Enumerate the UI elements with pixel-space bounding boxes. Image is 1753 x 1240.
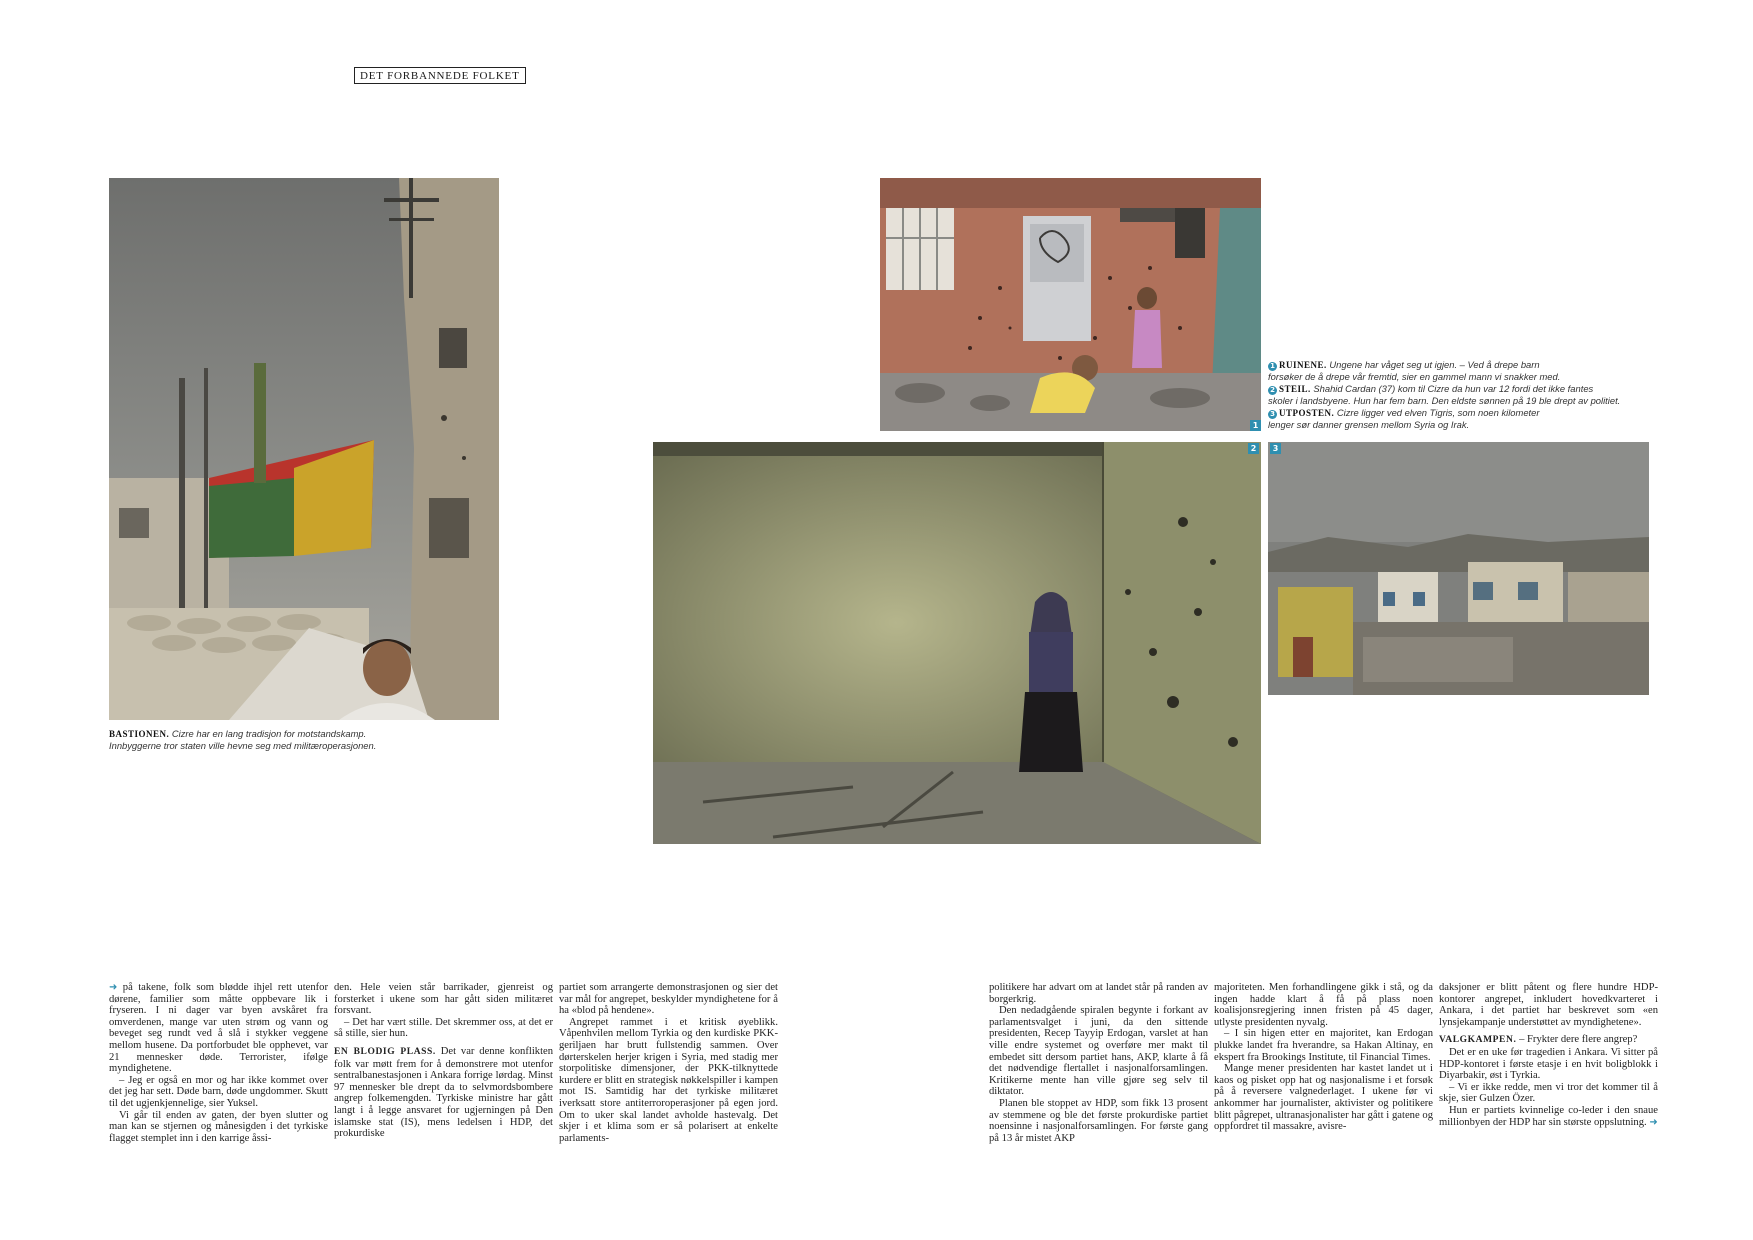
column-4-paragraph-1: politikere har advart om at landet står på randen av borgerkrig.	[989, 982, 1208, 1005]
caption-steil-head: STEIL.	[1279, 384, 1311, 394]
caption-number-3: 3	[1268, 410, 1277, 419]
article-column-4	[989, 982, 1208, 1144]
caption-bastionen-line1: Cizre har en lang tradisjon for motstandskamp.	[171, 728, 367, 739]
caption-ruinene-head: RUINENE.	[1279, 360, 1327, 370]
column-5-paragraph-2: – I sin higen etter en majoritet, kan Erdogan plukke landet fra hverandre, sa Hakan Altinay, en ekspert fra Brookings Institute, til Financial Times.	[1214, 1028, 1433, 1063]
section-label: DET FORBANNEDE FOLKET	[354, 67, 526, 84]
subheading-blodig-plass: EN BLODIG PLASS.	[334, 1046, 436, 1057]
column-2-paragraph-2: – Det har vært stille. Det skremmer oss, at det er så stille, sier hun.	[334, 1016, 553, 1040]
article-column-6	[1439, 982, 1658, 1128]
continue-arrow-icon: ➜	[1649, 1116, 1658, 1128]
photo-number-2: 2	[1248, 443, 1259, 454]
caption-utposten-head: UTPOSTEN.	[1279, 408, 1335, 418]
column-6-paragraph-2: – Frykter dere flere angrep?	[1519, 1034, 1638, 1046]
column-6-paragraph-5: Hun er partiets kvinnelige co-leder i den snaue millionbyen der HDP har sin største oppslutning.	[1439, 1104, 1658, 1128]
caption-ruinene-line2: forsøker de å drepe vår fremtid, sier en gammel mann vi snakker med.	[1268, 371, 1561, 382]
article-column-2	[334, 982, 553, 1140]
caption-steil-line2: skoler i landsbyene. Hun har fem barn. Den eldste sønnen på 19 ble drept av politiet.	[1268, 395, 1621, 406]
column-6-paragraph-3: Det er en uke før tragedien i Ankara. Vi sitter på HDP-kontoret i første etasje i en hvit boligblokk i Diyarbakir, øst i Tyrkia.	[1439, 1046, 1658, 1082]
caption-bastionen-line2: Innbyggerne tror staten ville hevne seg med militæroperasjonen.	[109, 740, 377, 751]
photo-number-1: 1	[1250, 420, 1261, 431]
column-3-paragraph-1: partiet som arrangerte demonstrasjonen og sier det var mål for angrepet, beskylder myndighetene for å ha «blod på hendene».	[559, 982, 778, 1017]
column-2-paragraph-1: den. Hele veien står barrikader, gjenreist og forsterket i ukene som har gått siden militæret forsvant.	[334, 982, 553, 1017]
column-2-paragraph-3: Det var denne konflikten folk var møtt frem for å demonstrere mot utenfor sentralbanestasjonen i Ankara forrige lørdag. Minst 97 mennesker ble drept da to selvmordsbombere angrep folkemengden. Tyrkiske ministre har gått langt i å legge ansvaret for ugjerningen på Den islamske stat (IS), mens ledelsen i HDP, det prokurdiske	[334, 1045, 554, 1140]
column-3-paragraph-2: Angrepet rammet i et kritisk øyeblikk. Våpenhvilen mellom Tyrkia og den kurdiske PKK-geriljaen har brutt fullstendig sammen. Over dørterskelen herjer krigen i Syria, med stadig mer storpolitiske dimensjoner, der PKK-tilknyttede kurdere er blitt en strategisk nøkkelspiller i kampen mot IS. Samtidig har det tyrkiske militæret iverksatt store antiterroroperasjoner på egen jord. Om to uker skal landet avholde hastevalg. Det skjer i et klima som er så polarisert at enkelte parlaments-	[559, 1016, 778, 1144]
photo-bastionen	[109, 178, 499, 720]
column-4-paragraph-2: Den nedadgående spiralen begynte i forkant av parlamentsvalget i juni, da den sittende presidenten, Recep Tayyip Erdogan, varslet at han ville endre systemet og overføre mer makt til embedet sitt dersom partiet hans, AKP, klarte å få det nødvendige flertallet i nasjonalforsamlingen. Kritikerne mente han ville gjøre seg selv til diktator.	[989, 1005, 1208, 1098]
arrow-right-icon: ➜	[109, 982, 118, 993]
caption-ruinene-line1: Ungene har våget seg ut igjen. – Ved å drepe barn	[1329, 359, 1540, 370]
photo-ruinene	[880, 178, 1261, 431]
column-1-paragraph-2: – Jeg er også en mor og har ikke kommet over det jeg har sett. Døde barn, døde ungdommer. Skutt til det ugjenkjennelige, sier Yuksel.	[109, 1074, 328, 1109]
article-column-5	[1214, 982, 1433, 1133]
column-5-paragraph-1: majoriteten. Men forhandlingene gikk i stå, og da ingen hadde klart å få på plass noen koalisjonsregjering innen fristen på 45 dager, utlyste presidenten nyvalg.	[1214, 982, 1433, 1028]
caption-number-2: 2	[1268, 386, 1277, 395]
caption-bastionen	[109, 728, 509, 752]
subheading-valgkampen: VALGKAMPEN.	[1439, 1035, 1517, 1046]
photo-steil	[653, 442, 1261, 844]
photo-number-3: 3	[1270, 443, 1281, 454]
column-1-paragraph-1: på takene, folk som blødde ihjel rett utenfor dørene, familier som måtte oppbevare lik i fryseren. I ni dager var byen avskåret fra omverdenen, mange var uten strøm og vann og beveget seg rundt ved å slå i stykker veggene mellom husene. Da portforbudet ble opphevet, var 21 mennesker døde. Terrorister, ifølge myndighetene.	[109, 982, 328, 1075]
photo-utposten	[1268, 442, 1649, 695]
caption-number-1: 1	[1268, 362, 1277, 371]
caption-steil-line1: Shahid Cardan (37) kom til Cizre da hun var 12 fordi det ikke fantes	[1313, 383, 1594, 394]
column-1-paragraph-3: Vi går til enden av gaten, der byen slutter og man kan se stjernen og månesigden i det tyrkiske flagget stemplet inn i den karrige åssi-	[109, 1109, 328, 1144]
caption-utposten-line1: Cizre ligger ved elven Tigris, som noen kilometer	[1336, 407, 1540, 418]
column-6-paragraph-4: – Vi er ikke redde, men vi tror det kommer til å skje, sier Gulzen Özer.	[1439, 1081, 1658, 1105]
article-column-3	[559, 982, 778, 1144]
caption-utposten-line2: lenger sør danner grensen mellom Syria og Irak.	[1268, 419, 1470, 430]
caption-bastionen-head: BASTIONEN.	[109, 729, 170, 739]
article-column-1	[109, 982, 328, 1144]
column-5-paragraph-3: Mange mener presidenten har kastet landet ut i kaos og pisket opp hat og nasjonalisme i et forsøk på å reversere valgnederlaget. I ukene før vi ankommer har journalister, aktivister og politikere blitt pågrepet, ultranasjonalister har gått i gatene og oppfordret til massakre, avisre-	[1214, 1063, 1433, 1133]
caption-block-photos	[1268, 359, 1638, 431]
column-6-paragraph-1: daksjoner er blitt påtent og flere hundre HDP-kontorer angrepet, inkludert hovedkvarteret i Ankara, i det partiet har beskrevet som «en lynsjekampanje understøttet av myndighetene».	[1439, 982, 1658, 1028]
column-4-paragraph-3: Planen ble stoppet av HDP, som fikk 13 prosent av stemmene og ble det første prokurdiske partiet noensinne i nasjonalforsamlingen. For første gang på 13 år mistet AKP	[989, 1097, 1208, 1144]
